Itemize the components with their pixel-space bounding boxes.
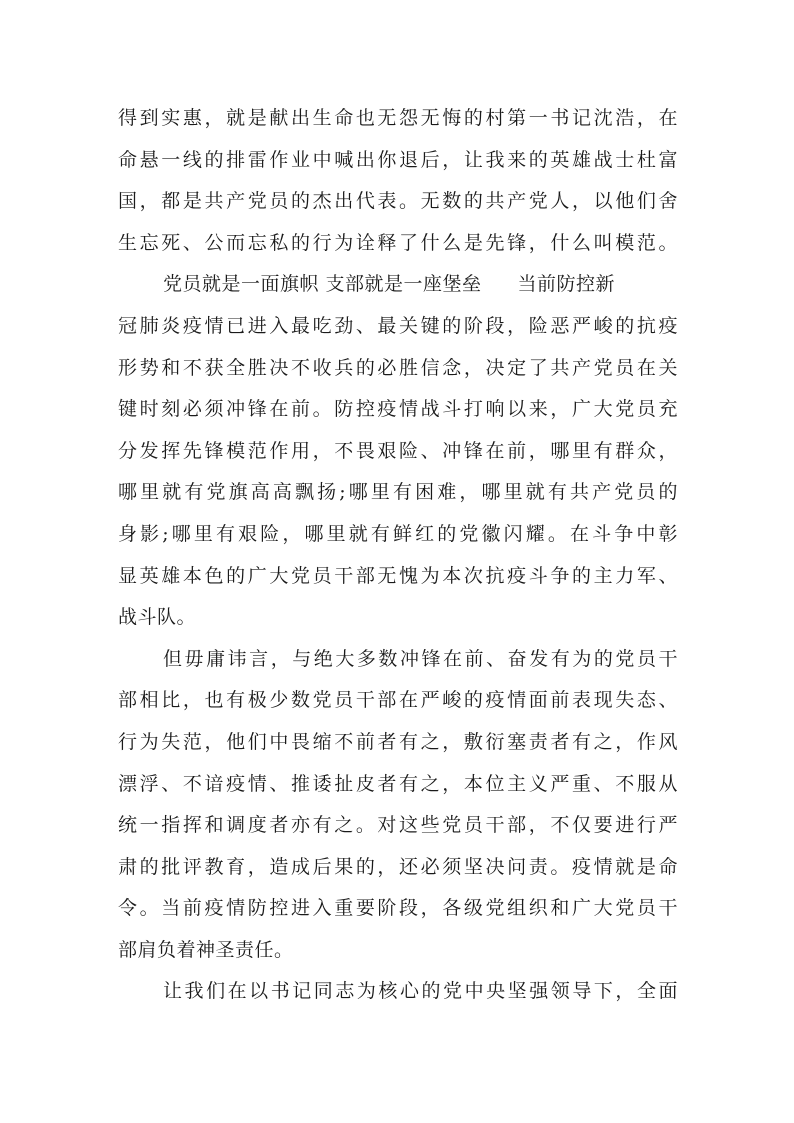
text-line: 命悬一线的排雷作业中喊出你退后，让我来的英雄战士杜富 xyxy=(118,148,678,171)
text-line: 键时刻必须冲锋在前。防控疫情战斗打响以来，广大党员充 xyxy=(118,398,678,421)
text-line: 令。当前疫情防控进入重要阶段，各级党组织和广大党员干 xyxy=(118,897,678,920)
text-line: 肃的批评教育，造成后果的，还必须坚决问责。疫情就是命 xyxy=(118,855,678,878)
text-line: 哪里就有党旗高高飘扬;哪里有困难，哪里就有共产党员的 xyxy=(118,481,678,504)
text-fragment: 当前防控新 xyxy=(517,273,616,296)
text-line: 国，都是共产党员的杰出代表。无数的共产党人，以他们舍 xyxy=(118,190,678,213)
text-line: 形势和不获全胜决不收兵的必胜信念，决定了共产党员在关 xyxy=(118,356,678,379)
text-line: 战斗队。 xyxy=(118,606,197,629)
text-line: 统一指挥和调度者亦有之。对这些党员干部，不仅要进行严 xyxy=(118,814,678,837)
text-line: 部相比，也有极少数党员干部在严峻的疫情面前表现失态、 xyxy=(118,689,678,712)
text-line: 漂浮、不谙疫情、推诿扯皮者有之，本位主义严重、不服从 xyxy=(118,772,678,795)
paragraph-first-line: 让我们在以书记同志为核心的党中央坚强领导下，全面 xyxy=(163,980,678,1003)
paragraph-first-line: 但毋庸讳言，与绝大多数冲锋在前、奋发有为的党员干 xyxy=(163,647,678,670)
paragraph-heading-line xyxy=(118,264,678,306)
text-line: 显英雄本色的广大党员干部无愧为本次抗疫斗争的主力军、 xyxy=(118,564,678,587)
document-body xyxy=(118,98,678,1013)
text-line: 部肩负着神圣责任。 xyxy=(118,938,294,961)
text-line: 行为失范，他们中畏缩不前者有之，敷衍塞责者有之，作风 xyxy=(118,730,678,753)
text-line: 冠肺炎疫情已进入最吃劲、最关键的阶段，险恶严峻的抗疫 xyxy=(118,314,678,337)
text-line: 分发挥先锋模范作用，不畏艰险、冲锋在前，哪里有群众， xyxy=(118,439,678,462)
section-heading: 党员就是一面旗帜 支部就是一座堡垒 xyxy=(163,273,482,296)
text-line: 生忘死、公而忘私的行为诠释了什么是先锋，什么叫模范。 xyxy=(118,231,678,254)
text-line: 身影;哪里有艰险，哪里就有鲜红的党徽闪耀。在斗争中彰 xyxy=(118,522,678,545)
text-line: 得到实惠，就是献出生命也无怨无悔的村第一书记沈浩，在 xyxy=(118,107,678,129)
